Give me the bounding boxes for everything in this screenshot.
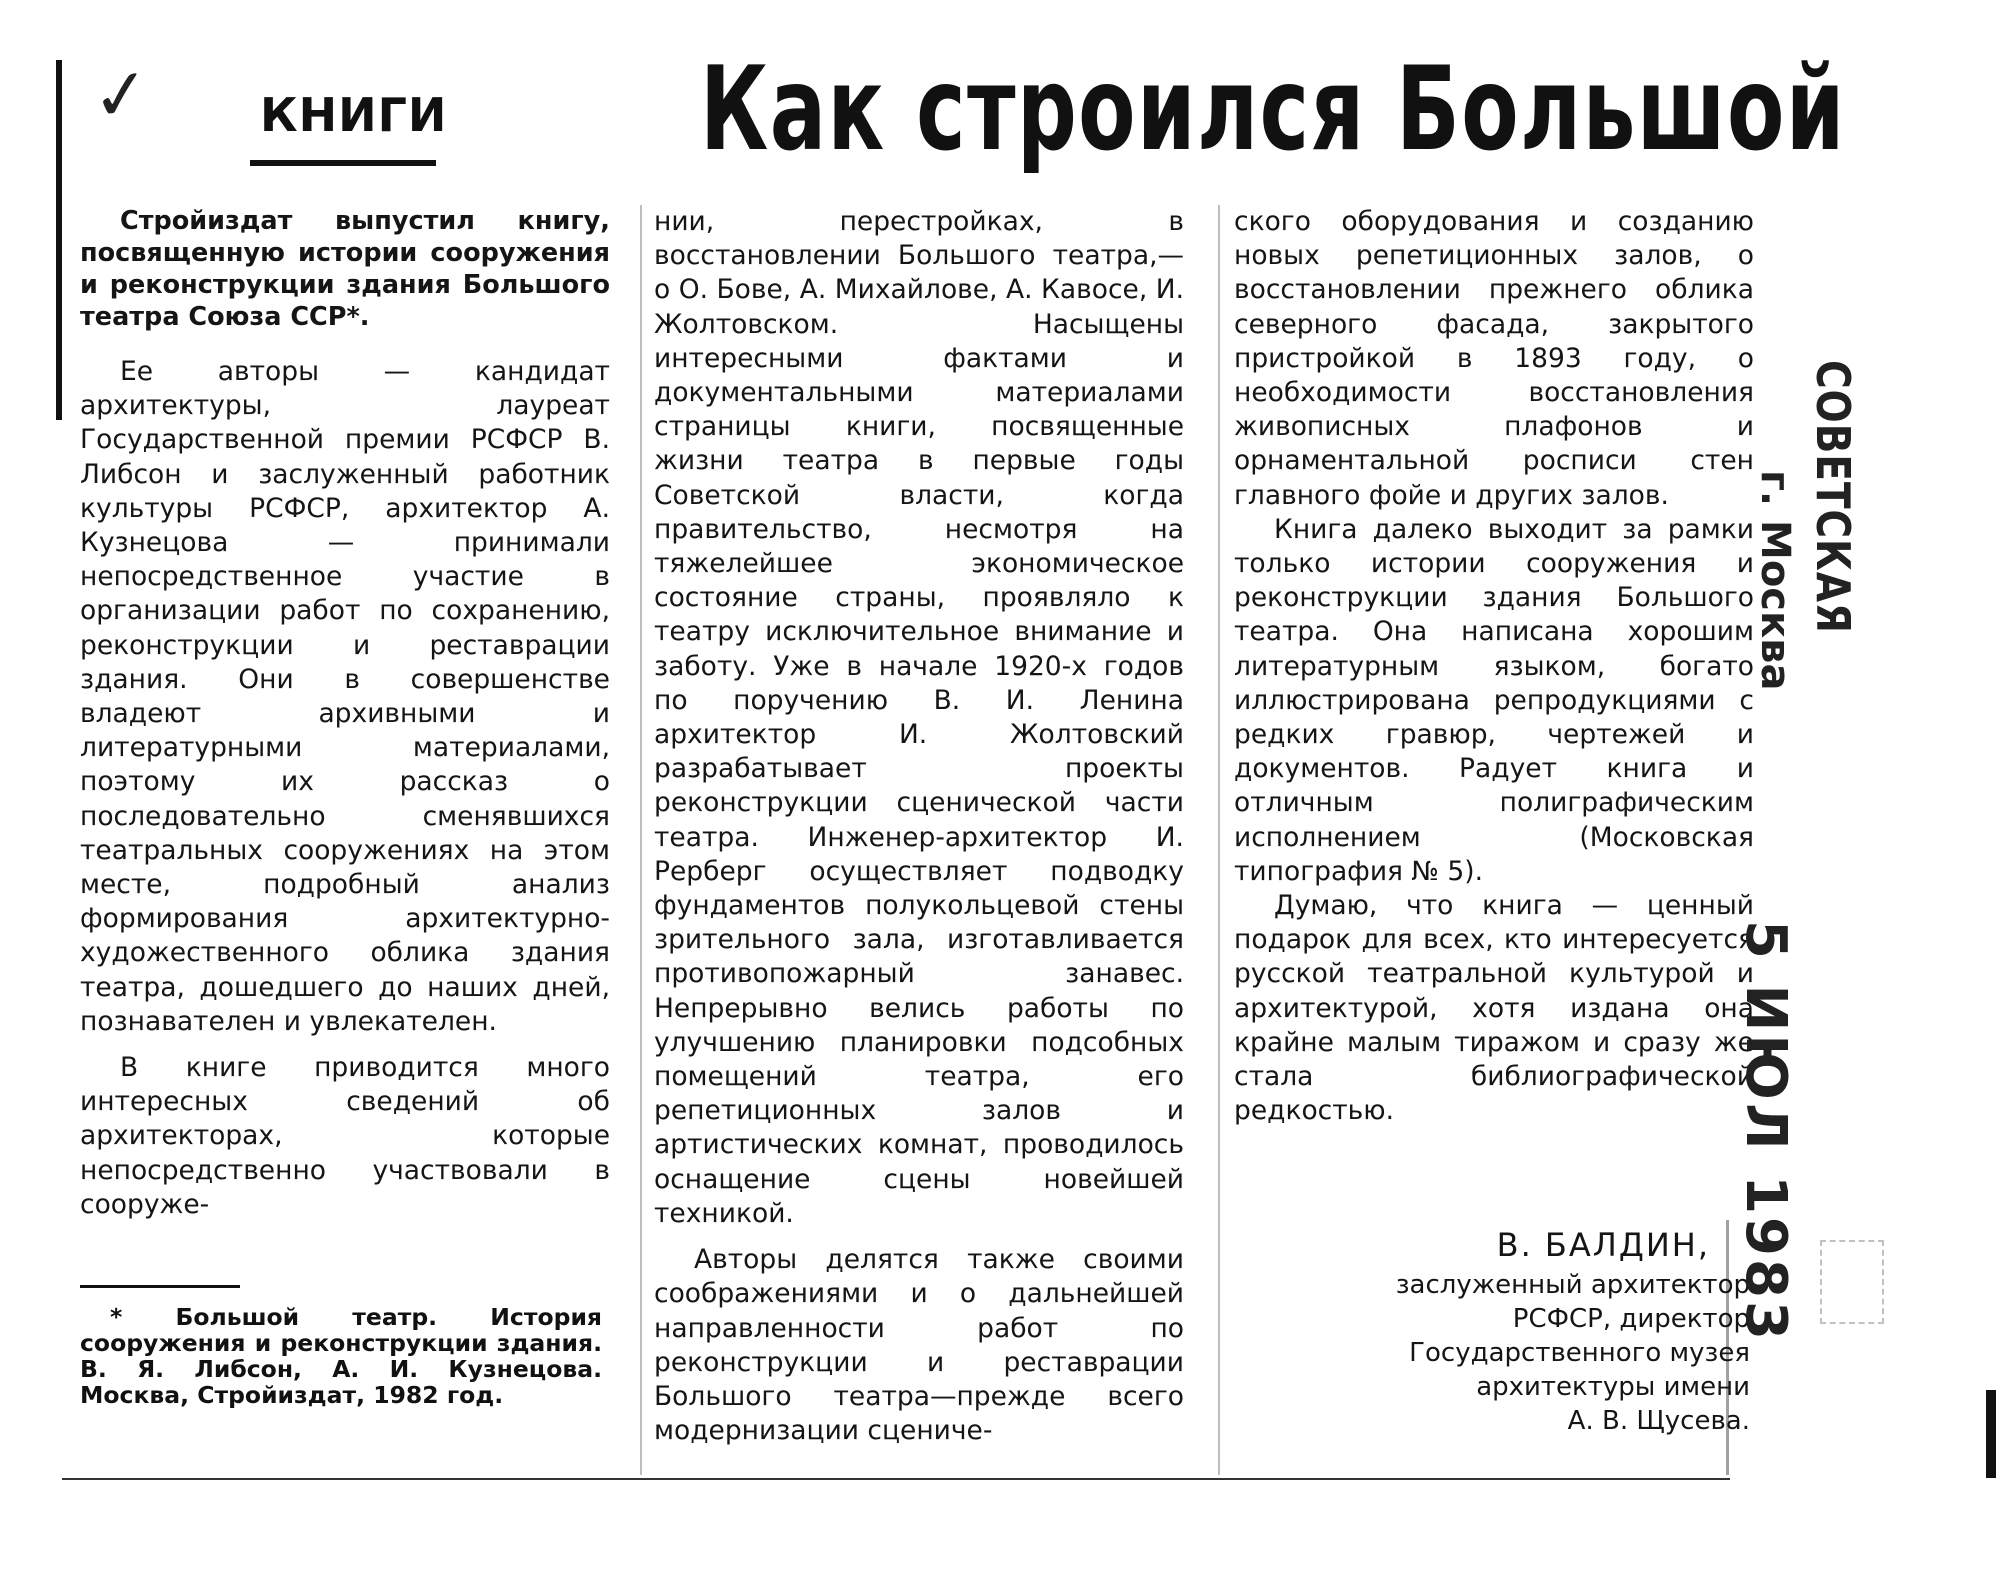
paragraph: Авторы делятся также своими соображениями и о дальнейшей направленности работ по реконструкции и реставрации Большого театра—прежде всего модернизации сцениче- [654,1244,1184,1447]
author-title-line: Государственного музея [1409,1338,1750,1369]
footnote: * Большой театр. История сооружения и реконструкции здания. В. Я. Либсон, А. И. Кузнецова. Москва, Стройиздат, 1982 год. [80,1303,602,1409]
author-title-line: А. В. Щусева. [1567,1406,1750,1437]
article-lead: Стройиздат выпустил книгу, посвященную истории сооружения и реконструкции здания Большого театра Союза ССР*. [80,206,610,332]
column-3 [1234,205,1754,1128]
clipping-stamp [1733,360,1930,1343]
handwritten-check-icon: ✓ [87,51,155,139]
paragraph: нии, перестройках, в восстановлении Большого театра,— о О. Бове, А. Михайлове, А. Кавосе, И. Жолтовском. Насыщены интересными фактами и документальными материалами страницы книги, посвященные жизни театра в первые годы Советской власти, когда правительство, несмотря на тяжелейшее экономическое состояние страны, проявляло к театру исключительное внимание и заботу. Уже в начале 1920-х годов по поручению В. И. Ленина архитектор И. Жолтовский разрабатывает проекты реконструкции сценической части театра. Инженер-архитектор И. Рерберг осуществляет подводку фундаментов полукольцевой стены зрительного зала, изготавливается противопожарный занавес. Непрерывно велись работы по улучшению планировки подсобных помещений театра, его репетиционных залов и артистических комнат, проводилось оснащение сцены новейшей техникой. [654,206,1184,1229]
column-divider [640,205,642,1475]
stamp-city: г. Москва [1752,470,1798,691]
paragraph: В книге приводится много интересных сведений об архитекторах, которые непосредственно участвовали в сооруже- [80,1052,610,1220]
bottom-rule [62,1478,1730,1480]
margin-bar [1986,1390,1996,1478]
rubric-underline [250,160,436,166]
section-rubric: КНИГИ [260,88,448,142]
paragraph: Думаю, что книга — ценный подарок для всех, кто интересуется русской театральной культурой и архитектурой, хотя издана она крайне малым тиражом и сразу же стала библиографической редкостью. [1234,890,1754,1127]
stamp-smudge [1820,1240,1884,1324]
author-title-line: РСФСР, директор [1512,1304,1750,1335]
footnote-rule [80,1285,240,1288]
column-1 [80,205,610,1222]
author-title-line: заслуженный архитектор [1395,1270,1750,1301]
author-name: В. БАЛДИН, [1496,1226,1710,1264]
paragraph: Ее авторы — кандидат архитектуры, лауреат Государственной премии РСФСР В. Либсон и заслуженный работник культуры РСФСР, архитектор А. Кузнецова — принимали непосредственное участие в организации работ по сохранению, реконструкции и реставрации здания. Они в совершенстве владеют архивными и литературными материалами, поэтому их рассказ о последовательно сменявшихся театральных сооружениях на этом месте, подробный анализ формирования архитектурно-художественного облика здания театра, дошедшего до наших дней, познавателен и увлекателен. [80,356,610,1037]
stamp-date: 5 ИЮЛ 1983 [1733,920,1798,1343]
stamp-newspaper: СОВЕТСКАЯ [1806,360,1860,634]
column-divider [1218,205,1220,1475]
column-2 [654,205,1184,1448]
author-title-line: архитектуры имени [1476,1372,1750,1403]
paragraph: Книга далеко выходит за рамки только истории сооружения и реконструкции здания Большого театра. Она написана хорошим литературным языком, богато иллюстрирована репродукциями с редких гравюр, чертежей и документов. Радует книга и отличным полиграфическим исполнением (Московская типография № 5). [1234,513,1754,887]
left-margin-rule [56,60,62,420]
paragraph: ского оборудования и созданию новых репетиционных залов, о восстановлении прежнего облика северного фасада, закрытого пристройкой в 1893 году, о необходимости восстановления живописных плафонов и орнаментальной росписи стен главного фойе и других залов. [1234,206,1754,511]
article-headline: Как строился Большой [700,42,1846,177]
author-signature [1270,1228,1750,1438]
